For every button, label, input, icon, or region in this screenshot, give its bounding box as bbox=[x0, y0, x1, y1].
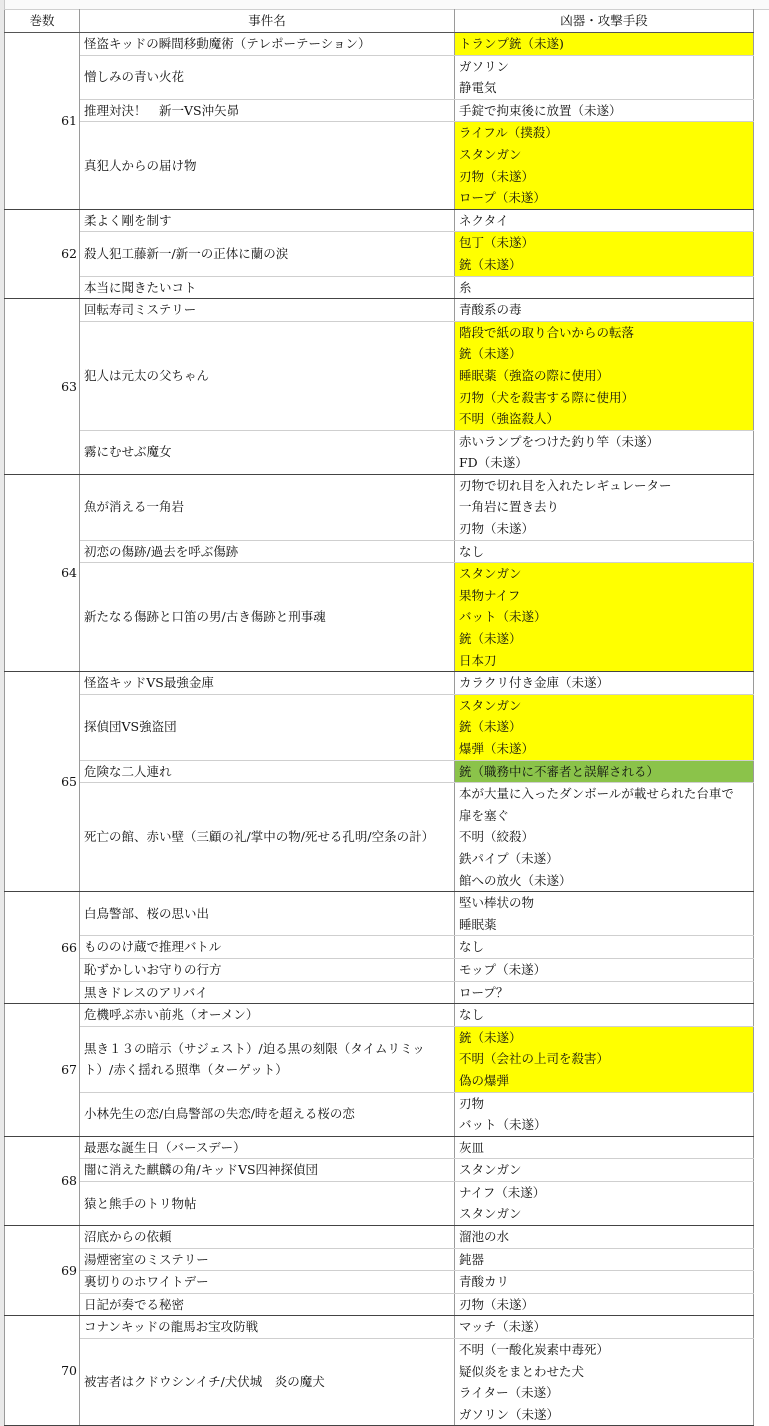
table-row bbox=[5, 1226, 754, 1249]
weapon-line: 爆弾（未遂） bbox=[455, 738, 753, 760]
weapon-line: 青酸カリ bbox=[459, 1274, 510, 1290]
weapon-cell[interactable] bbox=[455, 1248, 754, 1271]
weapon-cell[interactable] bbox=[455, 760, 754, 783]
weapon-line: 手錠で拘束後に放置（未遂） bbox=[459, 102, 622, 118]
weapon-line: 睡眠薬 bbox=[459, 916, 497, 932]
weapon-line: ロープ？ bbox=[459, 984, 509, 1000]
weapon-line: 溜池の水 bbox=[459, 1229, 510, 1245]
table-row bbox=[5, 1004, 754, 1027]
weapon-line: なし bbox=[459, 1007, 485, 1023]
weapon-cell[interactable] bbox=[455, 1159, 754, 1182]
weapon-line: 堅い棒状の物 bbox=[459, 895, 535, 911]
case-title-cell[interactable]: 真犯人からの届け物 bbox=[80, 122, 455, 209]
table-row bbox=[5, 1339, 754, 1426]
weapon-cell[interactable] bbox=[455, 981, 754, 1004]
table-row bbox=[5, 33, 754, 56]
case-title-cell[interactable]: 魚が消える一角岩 bbox=[80, 474, 455, 540]
weapon-line: 一角岩に置き去り bbox=[459, 499, 560, 515]
weapon-cell[interactable] bbox=[455, 232, 754, 276]
weapon-line: ロープ（未遂） bbox=[455, 187, 753, 209]
weapon-cell[interactable] bbox=[455, 1339, 754, 1426]
case-title-cell[interactable]: 黒き１３の暗示（サジェスト）/迫る黒の刻限（タイムリミット）/赤く揺れる照準（ターゲット） bbox=[80, 1026, 455, 1092]
volume-cell[interactable]: 62 bbox=[5, 209, 80, 298]
volume-cell[interactable]: 70 bbox=[5, 1316, 80, 1426]
weapon-cell[interactable] bbox=[455, 1026, 754, 1092]
case-title-cell[interactable]: 小林先生の恋/白鳥警部の失恋/時を超える桜の恋 bbox=[80, 1092, 455, 1136]
weapon-line: マッチ（未遂） bbox=[459, 1319, 547, 1335]
weapon-cell[interactable] bbox=[455, 563, 754, 672]
case-title-cell[interactable]: 沼底からの依頼 bbox=[80, 1226, 455, 1249]
table-row bbox=[5, 1026, 754, 1092]
table-row bbox=[5, 299, 754, 322]
table-row bbox=[5, 783, 754, 892]
weapon-line: 刃物（犬を殺害する際に使用） bbox=[455, 387, 753, 409]
case-title-cell[interactable]: 探偵団VS強盗団 bbox=[80, 694, 455, 760]
case-title-cell[interactable]: 闇に消えた麒麟の角/キッドVS四神探偵団 bbox=[80, 1159, 455, 1182]
weapon-line: スタンガン bbox=[455, 563, 753, 585]
weapon-cell[interactable] bbox=[455, 33, 754, 56]
weapon-line: スタンガン bbox=[459, 1206, 522, 1222]
weapon-line: トランプ銃（未遂) bbox=[455, 33, 753, 55]
case-title-cell[interactable]: 白鳥警部、桜の思い出 bbox=[80, 892, 455, 936]
case-title-cell[interactable]: 新たなる傷跡と口笛の男/古き傷跡と刑事魂 bbox=[80, 563, 455, 672]
weapon-cell[interactable] bbox=[455, 99, 754, 122]
table-row bbox=[5, 1248, 754, 1271]
weapon-line: 青酸系の毒 bbox=[459, 302, 522, 318]
table-row bbox=[5, 694, 754, 760]
weapon-line: 刃物 bbox=[459, 1095, 485, 1111]
table-row bbox=[5, 430, 754, 474]
table-row bbox=[5, 321, 754, 430]
table-row bbox=[5, 540, 754, 563]
weapon-line: 不明（絞殺） bbox=[459, 829, 535, 845]
weapon-line: 赤いランプをつけた釣り竿（未遂） bbox=[459, 433, 660, 449]
weapon-line: スタンガン bbox=[455, 144, 753, 166]
weapon-line: 銃（未遂） bbox=[455, 716, 753, 738]
table-row bbox=[5, 55, 754, 99]
table-row bbox=[5, 1159, 754, 1182]
weapon-line: カラクリ付き金庫（未遂） bbox=[459, 675, 610, 691]
weapon-cell[interactable] bbox=[455, 122, 754, 209]
case-title-cell[interactable]: もののけ蔵で推理バトル bbox=[80, 936, 455, 959]
weapon-cell[interactable] bbox=[455, 1226, 754, 1249]
header-case[interactable]: 事件名 bbox=[80, 10, 455, 33]
table-row bbox=[5, 1181, 754, 1225]
volume-cell[interactable]: 65 bbox=[5, 672, 80, 892]
case-weapon-table bbox=[4, 9, 754, 1426]
table-row bbox=[5, 936, 754, 959]
table-row bbox=[5, 1271, 754, 1294]
weapon-line: 睡眠薬（強盗の際に使用） bbox=[455, 365, 753, 387]
header-row bbox=[5, 10, 754, 33]
case-title-cell[interactable]: 犯人は元太の父ちゃん bbox=[80, 321, 455, 430]
weapon-line: 静電気 bbox=[459, 80, 497, 96]
table-row bbox=[5, 1092, 754, 1136]
weapon-cell[interactable] bbox=[455, 276, 754, 299]
case-title-cell[interactable]: 危機呼ぶ赤い前兆（オーメン） bbox=[80, 1004, 455, 1027]
volume-cell[interactable]: 69 bbox=[5, 1226, 80, 1316]
case-title-cell[interactable]: 初恋の傷跡/過去を呼ぶ傷跡 bbox=[80, 540, 455, 563]
table-row bbox=[5, 276, 754, 299]
case-title-cell[interactable]: 推理対決！ 新一VS沖矢昴 bbox=[80, 99, 455, 122]
weapon-cell[interactable] bbox=[455, 1181, 754, 1225]
weapon-line: FD（未遂） bbox=[459, 455, 528, 471]
weapon-line: ガソリン bbox=[459, 58, 510, 74]
weapon-cell[interactable] bbox=[455, 1136, 754, 1159]
weapon-line: なし bbox=[459, 543, 485, 559]
weapon-line: ネクタイ bbox=[459, 212, 509, 228]
weapon-cell[interactable] bbox=[455, 1092, 754, 1136]
weapon-line: バット（未遂） bbox=[455, 606, 753, 628]
volume-cell[interactable]: 68 bbox=[5, 1136, 80, 1225]
case-title-cell[interactable]: 回転寿司ミステリー bbox=[80, 299, 455, 322]
table-row bbox=[5, 672, 754, 695]
case-title-cell[interactable]: 危険な二人連れ bbox=[80, 760, 455, 783]
weapon-line: 灰皿 bbox=[459, 1139, 485, 1155]
table-body bbox=[5, 33, 754, 1426]
weapon-line: 銃（未遂） bbox=[455, 1027, 753, 1049]
weapon-cell[interactable] bbox=[455, 936, 754, 959]
case-title-cell[interactable]: 本当に聞きたいコト bbox=[80, 276, 455, 299]
volume-cell[interactable]: 63 bbox=[5, 299, 80, 475]
case-title-cell[interactable]: 黒きドレスのアリバイ bbox=[80, 981, 455, 1004]
table-row bbox=[5, 232, 754, 276]
case-title-cell[interactable]: 被害者はクドウシンイチ/犬伏城 炎の魔犬 bbox=[80, 1339, 455, 1426]
table-row bbox=[5, 1316, 754, 1339]
weapon-line: 階段で紙の取り合いからの転落 bbox=[455, 322, 753, 344]
case-title-cell[interactable]: 殺人犯工藤新一/新一の正体に蘭の涙 bbox=[80, 232, 455, 276]
weapon-cell[interactable] bbox=[455, 299, 754, 322]
table-row bbox=[5, 1136, 754, 1159]
volume-cell[interactable]: 66 bbox=[5, 892, 80, 1004]
weapon-line: 日本刀 bbox=[455, 650, 753, 672]
volume-cell[interactable]: 61 bbox=[5, 33, 80, 210]
case-title-cell[interactable]: 日記が奏でる秘密 bbox=[80, 1293, 455, 1316]
weapon-line: 刃物（未遂） bbox=[459, 521, 535, 537]
weapon-line: 不明（強盗殺人） bbox=[455, 408, 753, 430]
weapon-line: 扉を塞ぐ bbox=[459, 807, 510, 823]
table-row bbox=[5, 958, 754, 981]
case-title-cell[interactable]: 死亡の館、赤い壁（三顧の礼/掌中の物/死せる孔明/空条の計） bbox=[80, 783, 455, 892]
table-row bbox=[5, 760, 754, 783]
weapon-cell[interactable] bbox=[455, 672, 754, 695]
header-volume[interactable]: 巻数 bbox=[5, 10, 80, 33]
weapon-cell[interactable] bbox=[455, 540, 754, 563]
table-row bbox=[5, 1293, 754, 1316]
weapon-line: 刃物で切れ目を入れたレギュレーター bbox=[459, 477, 672, 493]
weapon-line: 本が大量に入ったダンボールが載せられた台車で bbox=[459, 786, 734, 802]
weapon-line: 疑似炎をまとわせた犬 bbox=[459, 1363, 585, 1379]
header-weapon[interactable]: 凶器・攻撃手段 bbox=[455, 10, 754, 33]
weapon-cell[interactable] bbox=[455, 1271, 754, 1294]
weapon-line: ナイフ（未遂） bbox=[459, 1184, 546, 1200]
weapon-cell[interactable] bbox=[455, 474, 754, 540]
table-row bbox=[5, 209, 754, 232]
case-title-cell[interactable]: 霧にむせぶ魔女 bbox=[80, 430, 455, 474]
case-title-cell[interactable]: 恥ずかしいお守りの行方 bbox=[80, 958, 455, 981]
weapon-line: なし bbox=[459, 939, 485, 955]
weapon-cell[interactable] bbox=[455, 430, 754, 474]
weapon-cell[interactable] bbox=[455, 55, 754, 99]
case-title-cell[interactable]: 裏切りのホワイトデー bbox=[80, 1271, 455, 1294]
volume-cell[interactable]: 64 bbox=[5, 474, 80, 671]
weapon-line: 果物ナイフ bbox=[455, 585, 753, 607]
weapon-cell[interactable] bbox=[455, 321, 754, 430]
weapon-line: 銃（未遂） bbox=[455, 628, 753, 650]
weapon-line: 銃（未遂） bbox=[455, 343, 753, 365]
weapon-line: ライフル（撲殺） bbox=[455, 122, 753, 144]
volume-cell[interactable]: 67 bbox=[5, 1004, 80, 1137]
weapon-line: ガソリン（未遂） bbox=[459, 1406, 560, 1422]
weapon-cell[interactable] bbox=[455, 209, 754, 232]
table-row bbox=[5, 474, 754, 540]
weapon-line: 刃物（未遂） bbox=[455, 166, 753, 188]
case-title-cell[interactable]: 怪盗キッドの瞬間移動魔術（テレポーテーション） bbox=[80, 33, 455, 56]
weapon-cell[interactable] bbox=[455, 892, 754, 936]
weapon-cell[interactable] bbox=[455, 1293, 754, 1316]
table-row bbox=[5, 563, 754, 672]
table-row bbox=[5, 99, 754, 122]
weapon-line: スタンガン bbox=[455, 695, 753, 717]
weapon-line: 不明（会社の上司を殺害） bbox=[455, 1048, 753, 1070]
weapon-cell[interactable] bbox=[455, 958, 754, 981]
weapon-line: 銃（職務中に不審者と誤解される） bbox=[455, 761, 753, 783]
weapon-line: 館への放火（未遂） bbox=[459, 872, 572, 888]
weapon-line: モップ（未遂） bbox=[459, 961, 547, 977]
case-title-cell[interactable]: 最悪な誕生日（バースデー） bbox=[80, 1136, 455, 1159]
case-title-cell[interactable]: 湯煙密室のミステリー bbox=[80, 1248, 455, 1271]
weapon-line: 鈍器 bbox=[459, 1251, 485, 1267]
case-title-cell[interactable]: 猿と熊手のトリ物帖 bbox=[80, 1181, 455, 1225]
weapon-cell[interactable] bbox=[455, 1316, 754, 1339]
weapon-line: スタンガン bbox=[459, 1162, 522, 1178]
case-title-cell[interactable]: 柔よく剛を制す bbox=[80, 209, 455, 232]
case-title-cell[interactable]: コナンキッドの龍馬お宝攻防戦 bbox=[80, 1316, 455, 1339]
table-row bbox=[5, 981, 754, 1004]
weapon-line: 偽の爆弾 bbox=[455, 1070, 753, 1092]
weapon-cell[interactable] bbox=[455, 694, 754, 760]
weapon-cell[interactable] bbox=[455, 1004, 754, 1027]
weapon-line: 銃（未遂） bbox=[455, 254, 753, 276]
weapon-line: 刃物（未遂） bbox=[459, 1296, 535, 1312]
weapon-cell[interactable] bbox=[455, 783, 754, 892]
weapon-line: 包丁（未遂） bbox=[455, 232, 753, 254]
table-row bbox=[5, 122, 754, 209]
table-row bbox=[5, 892, 754, 936]
weapon-line: 不明（一酸化炭素中毒死） bbox=[459, 1342, 610, 1358]
weapon-line: バット（未遂） bbox=[459, 1117, 547, 1133]
weapon-line: ライター（未遂） bbox=[459, 1385, 559, 1401]
weapon-line: 糸 bbox=[459, 279, 472, 295]
case-title-cell[interactable]: 怪盗キッドVS最強金庫 bbox=[80, 672, 455, 695]
case-title-cell[interactable]: 憎しみの青い火花 bbox=[80, 55, 455, 99]
weapon-line: 鉄パイプ（未遂） bbox=[459, 850, 559, 866]
